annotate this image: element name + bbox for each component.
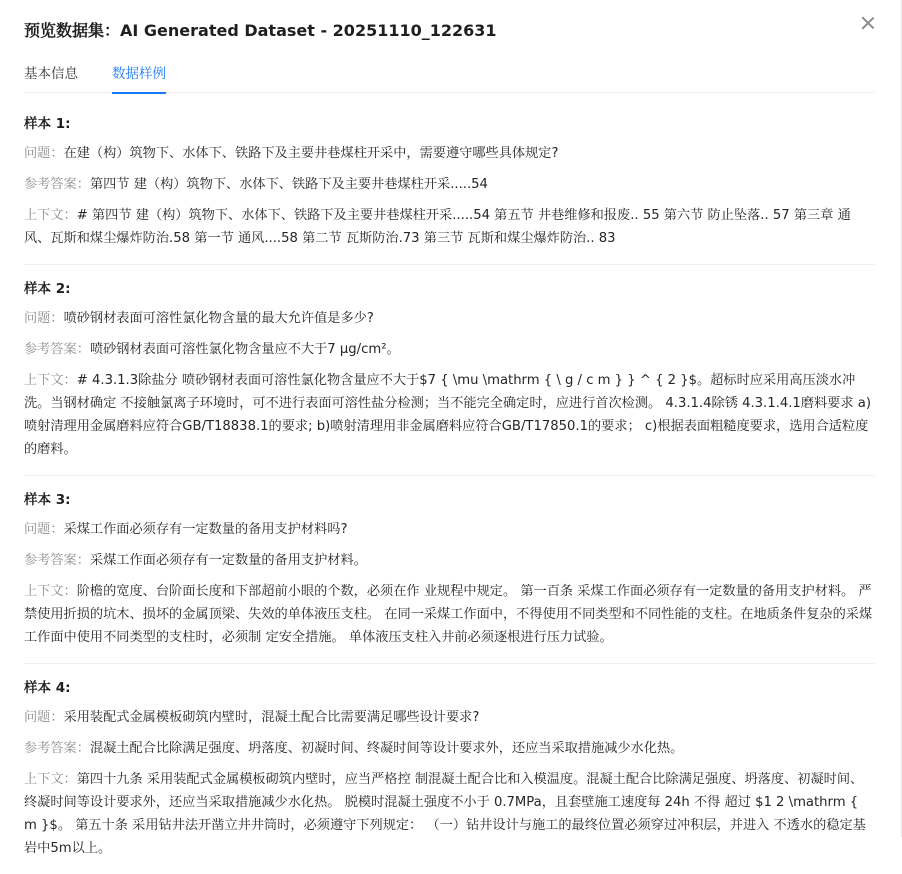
modal-title: 预览数据集：AI Generated Dataset - 20251110_122631 bbox=[24, 20, 497, 40]
context-label: 上下文： bbox=[24, 584, 77, 599]
question-label: 问题： bbox=[24, 311, 64, 326]
modal-header bbox=[24, 16, 877, 42]
question-text: 在建（构）筑物下、水体下、铁路下及主要井巷煤柱开采中，需要遵守哪些具体规定? bbox=[63, 146, 559, 161]
answer-row bbox=[24, 737, 875, 760]
close-icon[interactable] bbox=[859, 14, 877, 32]
question-label: 问题： bbox=[24, 522, 64, 537]
context-row bbox=[24, 768, 875, 860]
tab-data-samples[interactable]: 数据样例 bbox=[112, 56, 166, 93]
question-row bbox=[24, 307, 875, 330]
context-text: 阶檐的宽度、台阶面长度和下部超前小眼的个数，必须在作 业规程中规定。 第一百条 采煤工作面必须存有一定数量的备用支护材料。 严禁使用折损的坑木、损坏的金属顶梁、失效的单体液压支柱。 在同一采煤工作面中，不得使用不同类型和不同性能的支柱。在地质条件复杂的采煤工作面中使用不同类型的支柱时，必须制 定安全措施。 单体液压支柱入井前必须逐根进行压力试验。 bbox=[24, 584, 873, 645]
question-label: 问题： bbox=[24, 146, 64, 161]
answer-text: 第四节 建（构）筑物下、水体下、铁路下及主要井巷煤柱开采.....54 bbox=[89, 177, 488, 192]
context-label: 上下文： bbox=[24, 373, 77, 388]
sample-title: 样本 2: bbox=[24, 281, 71, 297]
answer-row bbox=[24, 549, 875, 572]
answer-row bbox=[24, 173, 875, 196]
question-text: 喷砂钢材表面可溶性氯化物含量的最大允许值是多少? bbox=[63, 311, 374, 326]
question-row bbox=[24, 706, 875, 729]
context-text: # 4.3.1.3除盐分 喷砂钢材表面可溶性氯化物含量应不大于$7 { \mu \mathrm { \ g / c m } } ^ { 2 }$。超标时应采用高压淡水冲洗。当钢材确定 不接触氯离子环境时，可不进行表面可溶性盐分检测；当不能完全确定时，应进行首次检测。 4.3.1.4除锈 4.3.1.4.1磨料要求 a)喷射清理用金属磨料应符合GB/T18838.1的要求; b)喷射清理用非金属磨料应符合GB/T17850.1的要求； c)根据表面粗糙度要求，选用合适粒度的磨料。 bbox=[24, 373, 871, 457]
context-row bbox=[24, 204, 875, 250]
answer-text: 喷砂钢材表面可溶性氯化物含量应不大于7 μg/cm²。 bbox=[89, 342, 400, 357]
samples-list[interactable] bbox=[24, 114, 875, 856]
sample-item bbox=[24, 678, 875, 874]
answer-label: 参考答案： bbox=[24, 553, 90, 568]
question-text: 采用装配式金属模板砌筑内壁时，混凝土配合比需要满足哪些设计要求? bbox=[63, 710, 480, 725]
question-row bbox=[24, 142, 875, 165]
context-text: 第四十九条 采用装配式金属模板砌筑内壁时，应当严格控 制混凝土配合比和入模温度。混凝土配合比除满足强度、坍落度、初凝时间、终凝时间等设计要求外，还应当采取措施减少水化热。 脱模时混凝土强度不小于 0.7MPa，且套壁施工速度每 24h 不得 超过 $1 2 \mathrm { m }$。 第五十条 采用钻井法开凿立井井筒时，必须遵守下列规定： （一）钻井设计与施工的最终位置必须穿过冲积层，并进入 不透水的稳定基岩中5m以上。 bbox=[24, 772, 866, 856]
context-text: # 第四节 建（构）筑物下、水体下、铁路下及主要井巷煤柱开采.....54 第五节 井巷维修和报废.. 55 第六节 防止坠落.. 57 第三章 通风、瓦斯和煤尘爆炸防治.58 第一节 通风....58 第二节 瓦斯防治.73 第三节 瓦斯和煤尘爆炸防治.. 83 bbox=[24, 208, 851, 246]
sample-title: 样本 4: bbox=[24, 680, 71, 696]
answer-label: 参考答案： bbox=[24, 342, 90, 357]
question-label: 问题： bbox=[24, 710, 64, 725]
context-row bbox=[24, 369, 875, 461]
sample-item bbox=[24, 490, 875, 664]
tab-basic-info[interactable]: 基本信息 bbox=[24, 66, 78, 82]
sample-item bbox=[24, 279, 875, 476]
context-row bbox=[24, 580, 875, 649]
answer-text: 混凝土配合比除满足强度、坍落度、初凝时间、终凝时间等设计要求外，还应当采取措施减少水化热。 bbox=[89, 741, 684, 756]
answer-label: 参考答案： bbox=[24, 177, 90, 192]
question-text: 采煤工作面必须存有一定数量的备用支护材料吗? bbox=[63, 522, 348, 537]
answer-text: 采煤工作面必须存有一定数量的备用支护材料。 bbox=[89, 553, 367, 568]
answer-row bbox=[24, 338, 875, 361]
question-row bbox=[24, 518, 875, 541]
sample-title: 样本 3: bbox=[24, 492, 71, 508]
context-label: 上下文： bbox=[24, 772, 77, 787]
sample-title: 样本 1: bbox=[24, 116, 71, 132]
sample-item bbox=[24, 114, 875, 265]
context-label: 上下文： bbox=[24, 208, 77, 223]
tab-bar bbox=[24, 56, 875, 93]
answer-label: 参考答案： bbox=[24, 741, 90, 756]
